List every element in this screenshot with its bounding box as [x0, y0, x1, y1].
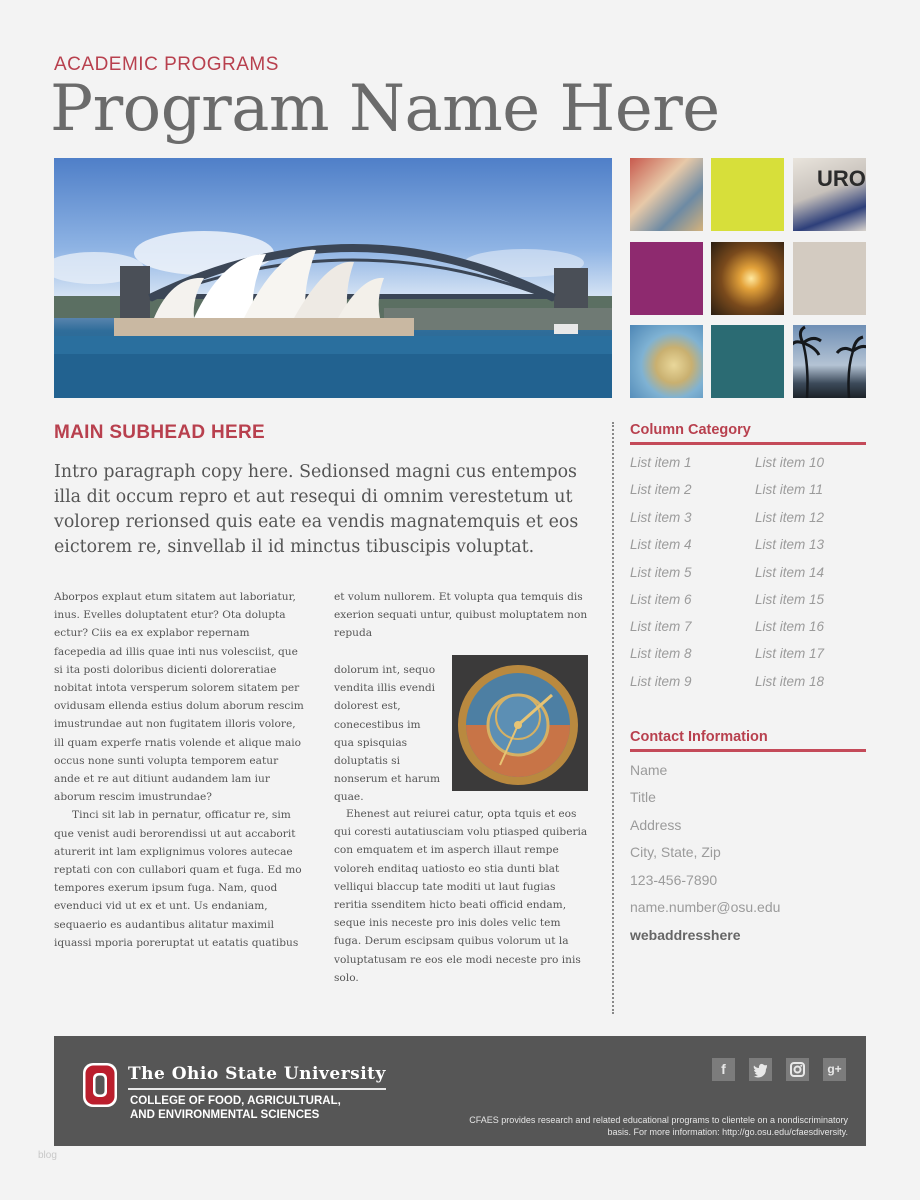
contact-heading: Contact Information [630, 729, 768, 745]
list-item: List item 8 [630, 646, 692, 661]
stamps-photo-tile [630, 158, 703, 231]
globe-photo-tile [630, 325, 703, 398]
main-subhead: MAIN SUBHEAD HERE [54, 422, 265, 443]
list-item: List item 11 [755, 482, 824, 497]
body-column-1 [54, 588, 304, 952]
list-item: List item 18 [755, 674, 825, 689]
googleplus-icon[interactable]: g+ [823, 1058, 846, 1081]
heading-rule [630, 749, 866, 752]
list-item: List item 15 [755, 592, 825, 607]
lime-color-tile [711, 158, 784, 231]
university-name [128, 1064, 386, 1084]
footer-rule [128, 1088, 386, 1090]
teal-color-tile [711, 325, 784, 398]
contact-city: City, State, Zip [630, 844, 721, 860]
body-paragraph: Tinci sit lab in pernatur, officatur re, sim que venist audi berorendissi ut aut accaborit aturerit int lam explignimus volores autecae reptati con con cullabori quam et fuga. Ed mo tempores exerum ipsum fuga. Nam, quod evenduci vid ut ex et unt. Us endaniam, sequaerio es audantibus alitatur maximil iquassi mporia poreruptat ut eatatis quatibus [54, 809, 302, 949]
university-name-text: The Ohio State University [128, 1064, 386, 1084]
footer-disclaimer: CFAES provides research and related educational programs to clientele on a nondiscriminatory basis. For more information: http://go.osu.edu/cfaesdiversity. [469, 1115, 848, 1137]
contact-email-link[interactable]: name.number@osu.edu [630, 899, 781, 915]
list-item: List item 2 [630, 482, 692, 497]
contact-name: Name [630, 762, 668, 778]
harbour-scene-illustration [54, 158, 612, 398]
osu-block-o-logo [82, 1062, 118, 1108]
list-item: List item 4 [630, 537, 692, 552]
contact-web-link[interactable]: webaddresshere [630, 927, 741, 943]
contact-address: Address [630, 817, 682, 833]
list-item: List item 6 [630, 592, 692, 607]
column-divider [612, 422, 614, 1014]
college-name [130, 1094, 390, 1122]
heading-rule [630, 442, 866, 445]
eyebrow-label: ACADEMIC PROGRAMS [54, 54, 279, 75]
stone-color-tile [793, 242, 866, 315]
palm-beach-photo-tile [793, 325, 866, 398]
facebook-icon[interactable]: f [712, 1058, 735, 1081]
hero-photo [54, 158, 612, 398]
watermark: blog [38, 1150, 57, 1161]
list-item: List item 12 [755, 510, 825, 525]
column-category-heading: Column Category [630, 422, 751, 438]
body-column-2-bottom [334, 805, 590, 987]
instagram-icon[interactable] [786, 1058, 809, 1081]
contact-title: Title [630, 789, 656, 805]
intro-paragraph: Intro paragraph copy here. Sedionsed magni cus entempos illa dit occum repro et aut resequi di omnim verestetum ut volorep rerionsed quis eate ea vendis magnatemquis et eos eictorem re, sinvellab il id minctus tibuscipis voluptat. [54, 462, 579, 557]
euro-lettering: URO [817, 166, 866, 191]
list-item: List item 14 [755, 565, 825, 580]
college-line-1: COLLEGE OF FOOD, AGRICULTURAL, [130, 1095, 341, 1107]
footer-bar [54, 1036, 866, 1146]
list-item: List item 17 [755, 646, 825, 661]
contact-phone: 123-456-7890 [630, 872, 718, 888]
college-line-2: AND ENVIRONMENTAL SCIENCES [130, 1109, 320, 1121]
list-item: List item 9 [630, 674, 692, 689]
astronomical-clock-photo [452, 655, 588, 791]
list-item: List item 1 [630, 455, 692, 470]
euro-photo-tile [793, 158, 866, 231]
list-item: List item 5 [630, 565, 692, 580]
windmill-sunset-photo-tile [711, 242, 784, 315]
body-column-2-wrap: dolorum int, sequo vendita illis evendi dolorest est, conecestibus im qua spisquias doluptatis si nonserum et harum quae. [334, 664, 440, 804]
plum-color-tile [630, 242, 703, 315]
list-item: List item 13 [755, 537, 825, 552]
list-item: List item 7 [630, 619, 692, 634]
body-paragraph: Aborpos explaut etum sitatem aut laboriatur, inus. Evelles doluptatent etur? Ota dolupta ectur? Ciis ea ex explabor repernam facepedia ad illis quae inti nus volesciist, que si ita posti doloribus dicienti doloreratiae nobitat intota versperum solorem sitatem per ovidusam ellenda estius dolum aborum rescim imustrundae aut non fugitatem illoris volore, ill quam experfe rnatis volende et alique maio occus none sunti volupta temporem eatur ande et re aut ditiunt audandem lam iur aborum rescim imustrundae? [54, 591, 304, 804]
list-item: List item 3 [630, 510, 692, 525]
twitter-icon[interactable] [749, 1058, 772, 1081]
body-paragraph: Ehenest aut reiurei catur, opta tquis et eos qui coresti autatiusciam volu ptiasped quiberia con emquatem et im asperch illaut rempe voloreh enditaq uatiosto eo stia dunti blat velliqui blaccup tate moditi ut laut fugias reritia ssenditem hicto beati officid endam, seque inis neceste pro inis doles velic tem fuga. Derum escipsam quibus volorum ut la voluptatusam re eos ele modi neceste pro inis solo. [334, 808, 588, 984]
list-item: List item 10 [755, 455, 825, 470]
body-column-2-top: et volum nullorem. Et volupta qua temquis dis exerion sequati untur, quibust moluptatem non repuda [334, 591, 588, 640]
list-item: List item 16 [755, 619, 825, 634]
page-title: Program Name Here [50, 72, 720, 146]
